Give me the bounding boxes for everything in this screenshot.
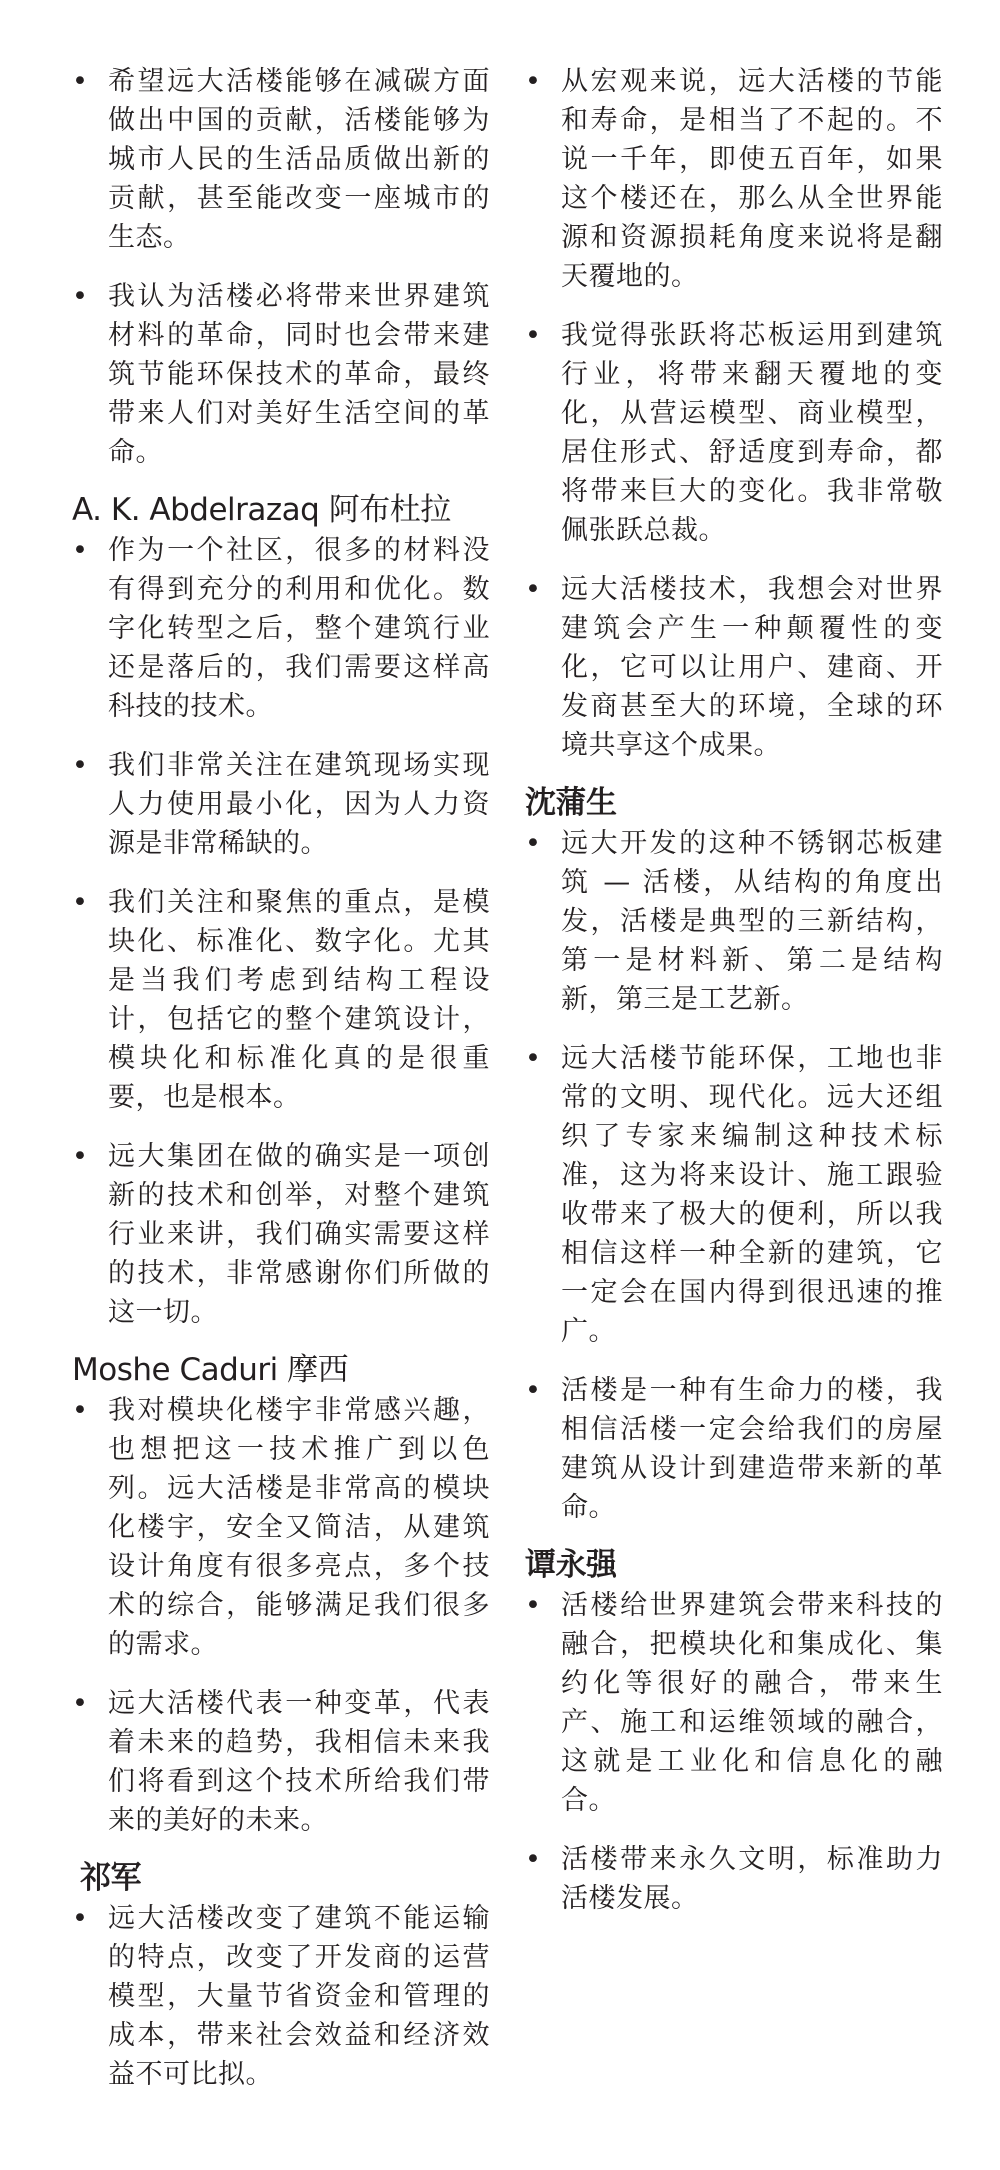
list-item-text: 我们关注和聚焦的重点，是模块化、标准化、数字化。尤其是当我们考虑到结构工程设计，包括它的整个建筑设计，模块化和标准化真的是很重要，也是根本。 (108, 887, 490, 1113)
list-item-text: 远大活楼改变了建筑不能运输的特点，改变了开发商的运营模型，大量节省资金和管理的成本，带来社会效益和经济效益不可比拟。 (108, 1903, 490, 2090)
bullet-icon: • (525, 1844, 542, 1875)
bullet-icon: • (72, 1903, 89, 1934)
list-item (72, 1899, 490, 2094)
abdelrazaq-quotes (72, 531, 490, 1332)
list-item-text: 希望远大活楼能够在减碳方面做出中国的贡献，活楼能够为城市人民的生活品质做出新的贡献，甚至能改变一座城市的生态。 (108, 66, 490, 253)
speaker-name-abdelrazaq: A. K. Abdelrazaq 阿布杜拉 (72, 492, 451, 528)
list-item-text: 远大活楼技术，我想会对世界建筑会产生一种颠覆性的变化，它可以让用户、建商、开发商甚至大的环境，全球的环境共享这个成果。 (561, 574, 943, 761)
bullet-icon: • (525, 1590, 542, 1621)
list-item-text: 活楼给世界建筑会带来科技的融合，把模块化和集成化、集约化等很好的融合，带来生产、施工和运维领域的融合，这就是工业化和信息化的融合。 (561, 1590, 943, 1816)
list-item-text: 远大活楼节能环保，工地也非常的文明、现代化。远大还组织了专家来编制这种技术标准，这为将来设计、施工跟验收带来了极大的便利，所以我相信这样一种全新的建筑，它一定会在国内得到很迅速的推广。 (561, 1043, 943, 1347)
list-item (525, 1371, 943, 1527)
bullet-icon: • (72, 1395, 89, 1426)
right-intro-list (525, 62, 943, 765)
list-item (72, 1137, 490, 1332)
list-item-text: 我对模块化楼宇非常感兴趣，也想把这一技术推广到以色列。远大活楼是非常高的模块化楼宇，安全又简洁，从建筑设计角度有很多亮点，多个技术的综合，能够满足我们很多的需求。 (108, 1395, 490, 1660)
tan-yongqiang-quotes (525, 1586, 943, 1918)
list-item-text: 远大开发的这种不锈钢芯板建筑 — 活楼，从结构的角度出发，活楼是典型的三新结构，第一是材料新、第二是结构新，第三是工艺新。 (561, 828, 943, 1015)
bullet-icon: • (525, 828, 542, 859)
list-item (72, 1684, 490, 1840)
caduri-quotes (72, 1391, 490, 1840)
list-item-text: 远大集团在做的确实是一项创新的技术和创举，对整个建筑行业来讲，我们确实需要这样的技术，非常感谢你们所做的这一切。 (108, 1141, 490, 1328)
list-item-text: 我们非常关注在建筑现场实现人力使用最小化，因为人力资源是非常稀缺的。 (108, 750, 490, 859)
bullet-icon: • (72, 887, 89, 918)
bullet-icon: • (72, 1141, 89, 1172)
bullet-icon: • (525, 1043, 542, 1074)
list-item (525, 570, 943, 765)
list-item (525, 824, 943, 1019)
list-item (72, 746, 490, 863)
list-item (72, 531, 490, 726)
list-item (72, 883, 490, 1117)
bullet-icon: • (525, 320, 542, 351)
right-column (525, 62, 943, 1936)
list-item-text: 远大活楼代表一种变革，代表着未来的趋势，我相信未来我们将看到这个技术所给我们带来的美好的未来。 (108, 1688, 490, 1836)
left-column (72, 62, 490, 2112)
list-item (525, 1586, 943, 1820)
bullet-icon: • (72, 535, 89, 566)
list-item (525, 1039, 943, 1351)
list-item-text: 活楼带来永久文明，标准助力活楼发展。 (561, 1844, 943, 1914)
list-item (525, 316, 943, 550)
list-item-text: 我觉得张跃将芯板运用到建筑行业，将带来翻天覆地的变化，从营运模型、商业模型，居住形式、舒适度到寿命，都将带来巨大的变化。我非常敬佩张跃总裁。 (561, 320, 943, 546)
list-item (72, 277, 490, 472)
bullet-icon: • (525, 66, 542, 97)
list-item-text: 活楼是一种有生命力的楼，我相信活楼一定会给我们的房屋建筑从设计到建造带来新的革命。 (561, 1375, 943, 1523)
shen-pusheng-quotes (525, 824, 943, 1527)
bullet-icon: • (72, 66, 89, 97)
list-item (525, 1840, 943, 1918)
list-item-text: 我认为活楼必将带来世界建筑材料的革命，同时也会带来建筑节能环保技术的革命，最终带来人们对美好生活空间的革命。 (108, 281, 490, 468)
speaker-name-shen-pusheng: 沈蒲生 (525, 785, 617, 821)
left-intro-list (72, 62, 490, 472)
list-item-text: 从宏观来说，远大活楼的节能和寿命，是相当了不起的。不说一千年，即使五百年，如果这个楼还在，那么从全世界能源和资源损耗角度来说将是翻天覆地的。 (561, 66, 943, 292)
bullet-icon: • (72, 1688, 89, 1719)
bullet-icon: • (525, 1375, 542, 1406)
bullet-icon: • (525, 574, 542, 605)
bullet-icon: • (72, 281, 89, 312)
speaker-name-caduri: Moshe Caduri 摩西 (72, 1352, 349, 1388)
list-item (72, 62, 490, 257)
speaker-name-qi-jun: 祁军 (80, 1860, 141, 1896)
qi-jun-quotes (72, 1899, 490, 2094)
list-item (525, 62, 943, 296)
list-item (72, 1391, 490, 1664)
speaker-name-tan-yongqiang: 谭永强 (525, 1547, 617, 1583)
bullet-icon: • (72, 750, 89, 781)
list-item-text: 作为一个社区，很多的材料没有得到充分的利用和优化。数字化转型之后，整个建筑行业还是落后的，我们需要这样高科技的技术。 (108, 535, 490, 722)
